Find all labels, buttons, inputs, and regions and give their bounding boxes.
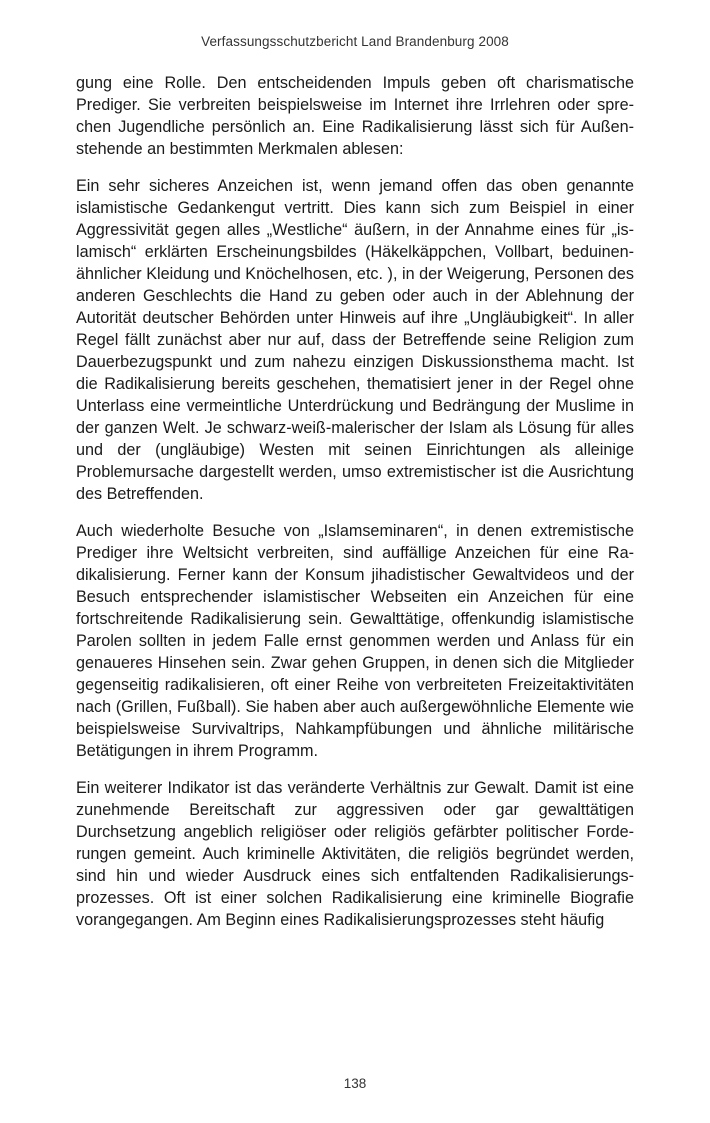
paragraph-1: gung eine Rolle. Den entscheidenden Impuls geben oft charismatische Prediger. Sie verbreiten beispielsweise im Internet ihre Irrlehren oder sprechen Jugendliche persönlich an. Eine Radikalisierung lässt sich für Außenstehende an bestimmten Merkmalen ablesen: xyxy=(76,74,634,158)
running-header: Verfassungsschutzbericht Land Brandenburg 2008 xyxy=(201,34,509,49)
page-number: 138 xyxy=(343,1076,367,1091)
paragraph-4: Ein weiterer Indikator ist das veränderte Verhältnis zur Gewalt. Damit ist eine zunehmende Bereitschaft zur aggressiven oder gar gewalttätigen Durchsetzung angeblich religiöser oder religiös gefärbter politischer Forderungen gemeint. Auch kriminelle Aktivitäten, die religiös begründet werden, sind hin und wieder Ausdruck eines sich entfaltenden Radikalisierungsprozesses. Oft ist einer solchen Radikalisierung eine kriminelle Biografie vorangegangen. Am Beginn eines Radikalisierungsprozesses steht häufig xyxy=(76,779,634,929)
body-text xyxy=(76,72,634,946)
paragraph-2: Ein sehr sicheres Anzeichen ist, wenn jemand offen das oben genannte islamistische Gedankengut vertritt. Dies kann sich zum Beispiel in einer Aggressivität gegen alles „Westliche“ äußern, in der Annahme eines für „islamisch“ erklärten Erscheinungsbildes (Häkelkäppchen, Vollbart, beduinenähnlicher Kleidung und Knöchelhosen, etc. ), in der Weigerung, Personen des anderen Geschlechts die Hand zu geben oder auch in der Ablehnung der Autorität deutscher Behörden unter Hinweis auf ihre „Ungläubigkeit“. In aller Regel fällt zunächst aber nur auf, dass der Betreffende seine Religion zum Dauerbezugspunkt und zum nahezu einzigen Diskussionsthema macht. Ist die Radikalisierung bereits geschehen, thematisiert jener in der Regel ohne Unterlass eine vermeintliche Unterdrückung und Bedrängung der Muslime in der ganzen Welt. Je schwarz-weiß-malerischer der Islam als Lösung für alles und der (ungläubige) Westen mit seinen Einrichtungen als alleinige Problemursache dargestellt werden, umso extremistischer ist die Ausrichtung des Betreffenden. xyxy=(76,177,634,503)
paragraph-3: Auch wiederholte Besuche von „Islamseminaren“, in denen extremistische Prediger ihre Weltsicht verbreiten, sind auffällige Anzeichen für eine Radikalisierung. Ferner kann der Konsum jihadistischer Gewaltvideos und der Besuch entsprechender islamistischer Webseiten ein Anzeichen für eine fortschreitende Radikalisierung sein. Gewalttätige, offenkundig islamistische Parolen sollten in jedem Falle ernst genommen werden und Anlass für ein genaueres Hinsehen sein. Zwar gehen Gruppen, in denen sich die Mitglieder gegenseitig radikalisieren, oft einer Reihe von verbreiteten Freizeitaktivitäten nach (Grillen, Fußball). Sie haben aber auch außergewöhnliche Elemente wie beispielsweise Survivaltrips, Nahkampfübungen und ähnliche militärische Betätigungen in ihrem Programm. xyxy=(76,522,634,760)
